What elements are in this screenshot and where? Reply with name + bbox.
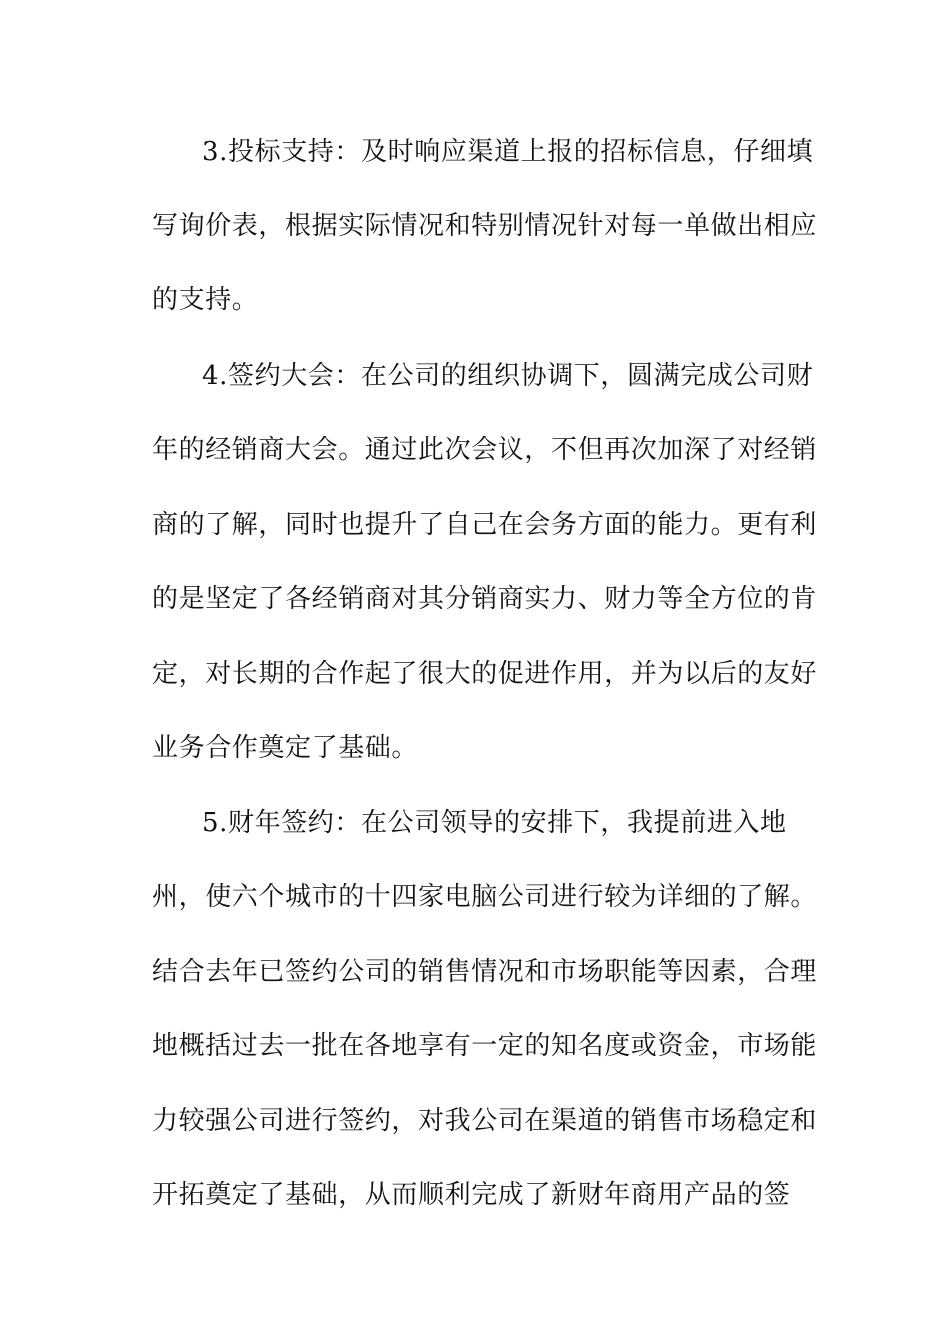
paragraph-5-line-4: 地概括过去一批在各地享有一定的知名度或资金，市场能 <box>152 1031 818 1061</box>
paragraph-5-line-2: 州，使六个城市的十四家电脑公司进行较为详细的了解。 <box>152 882 818 912</box>
paragraph-4-line-4: 的是坚定了各经销商对其分销商实力、财力等全方位的肯 <box>152 584 818 614</box>
paragraph-5-line-3: 结合去年已签约公司的销售情况和市场职能等因素，合理 <box>152 957 818 987</box>
paragraph-5-line-6: 开拓奠定了基础，从而顺利完成了新财年商用产品的签 <box>152 1180 791 1210</box>
paragraph-4-line-2: 年的经销商大会。通过此次会议，不但再次加深了对经销 <box>152 435 818 465</box>
paragraph-3-line-1: 3.投标支持：及时响应渠道上报的招标信息，仔细填 <box>202 137 814 167</box>
paragraph-5-line-5: 力较强公司进行签约，对我公司在渠道的销售市场稳定和 <box>152 1106 818 1136</box>
paragraph-3-line-3: 的支持。 <box>152 285 259 315</box>
paragraph-3-line-2: 写询价表，根据实际情况和特别情况针对每一单做出相应 <box>152 211 818 241</box>
paragraph-4-line-6: 业务合作奠定了基础。 <box>152 733 419 763</box>
paragraph-4-line-1: 4.签约大会：在公司的组织协调下，圆满完成公司财 <box>202 361 814 391</box>
paragraph-4-line-3: 商的了解，同时也提升了自己在会务方面的能力。更有利 <box>152 510 818 540</box>
paragraph-4-line-5: 定，对长期的合作起了很大的促进作用，并为以后的友好 <box>152 659 818 689</box>
paragraph-5-line-1: 5.财年签约：在公司领导的安排下，我提前进入地 <box>202 808 787 838</box>
